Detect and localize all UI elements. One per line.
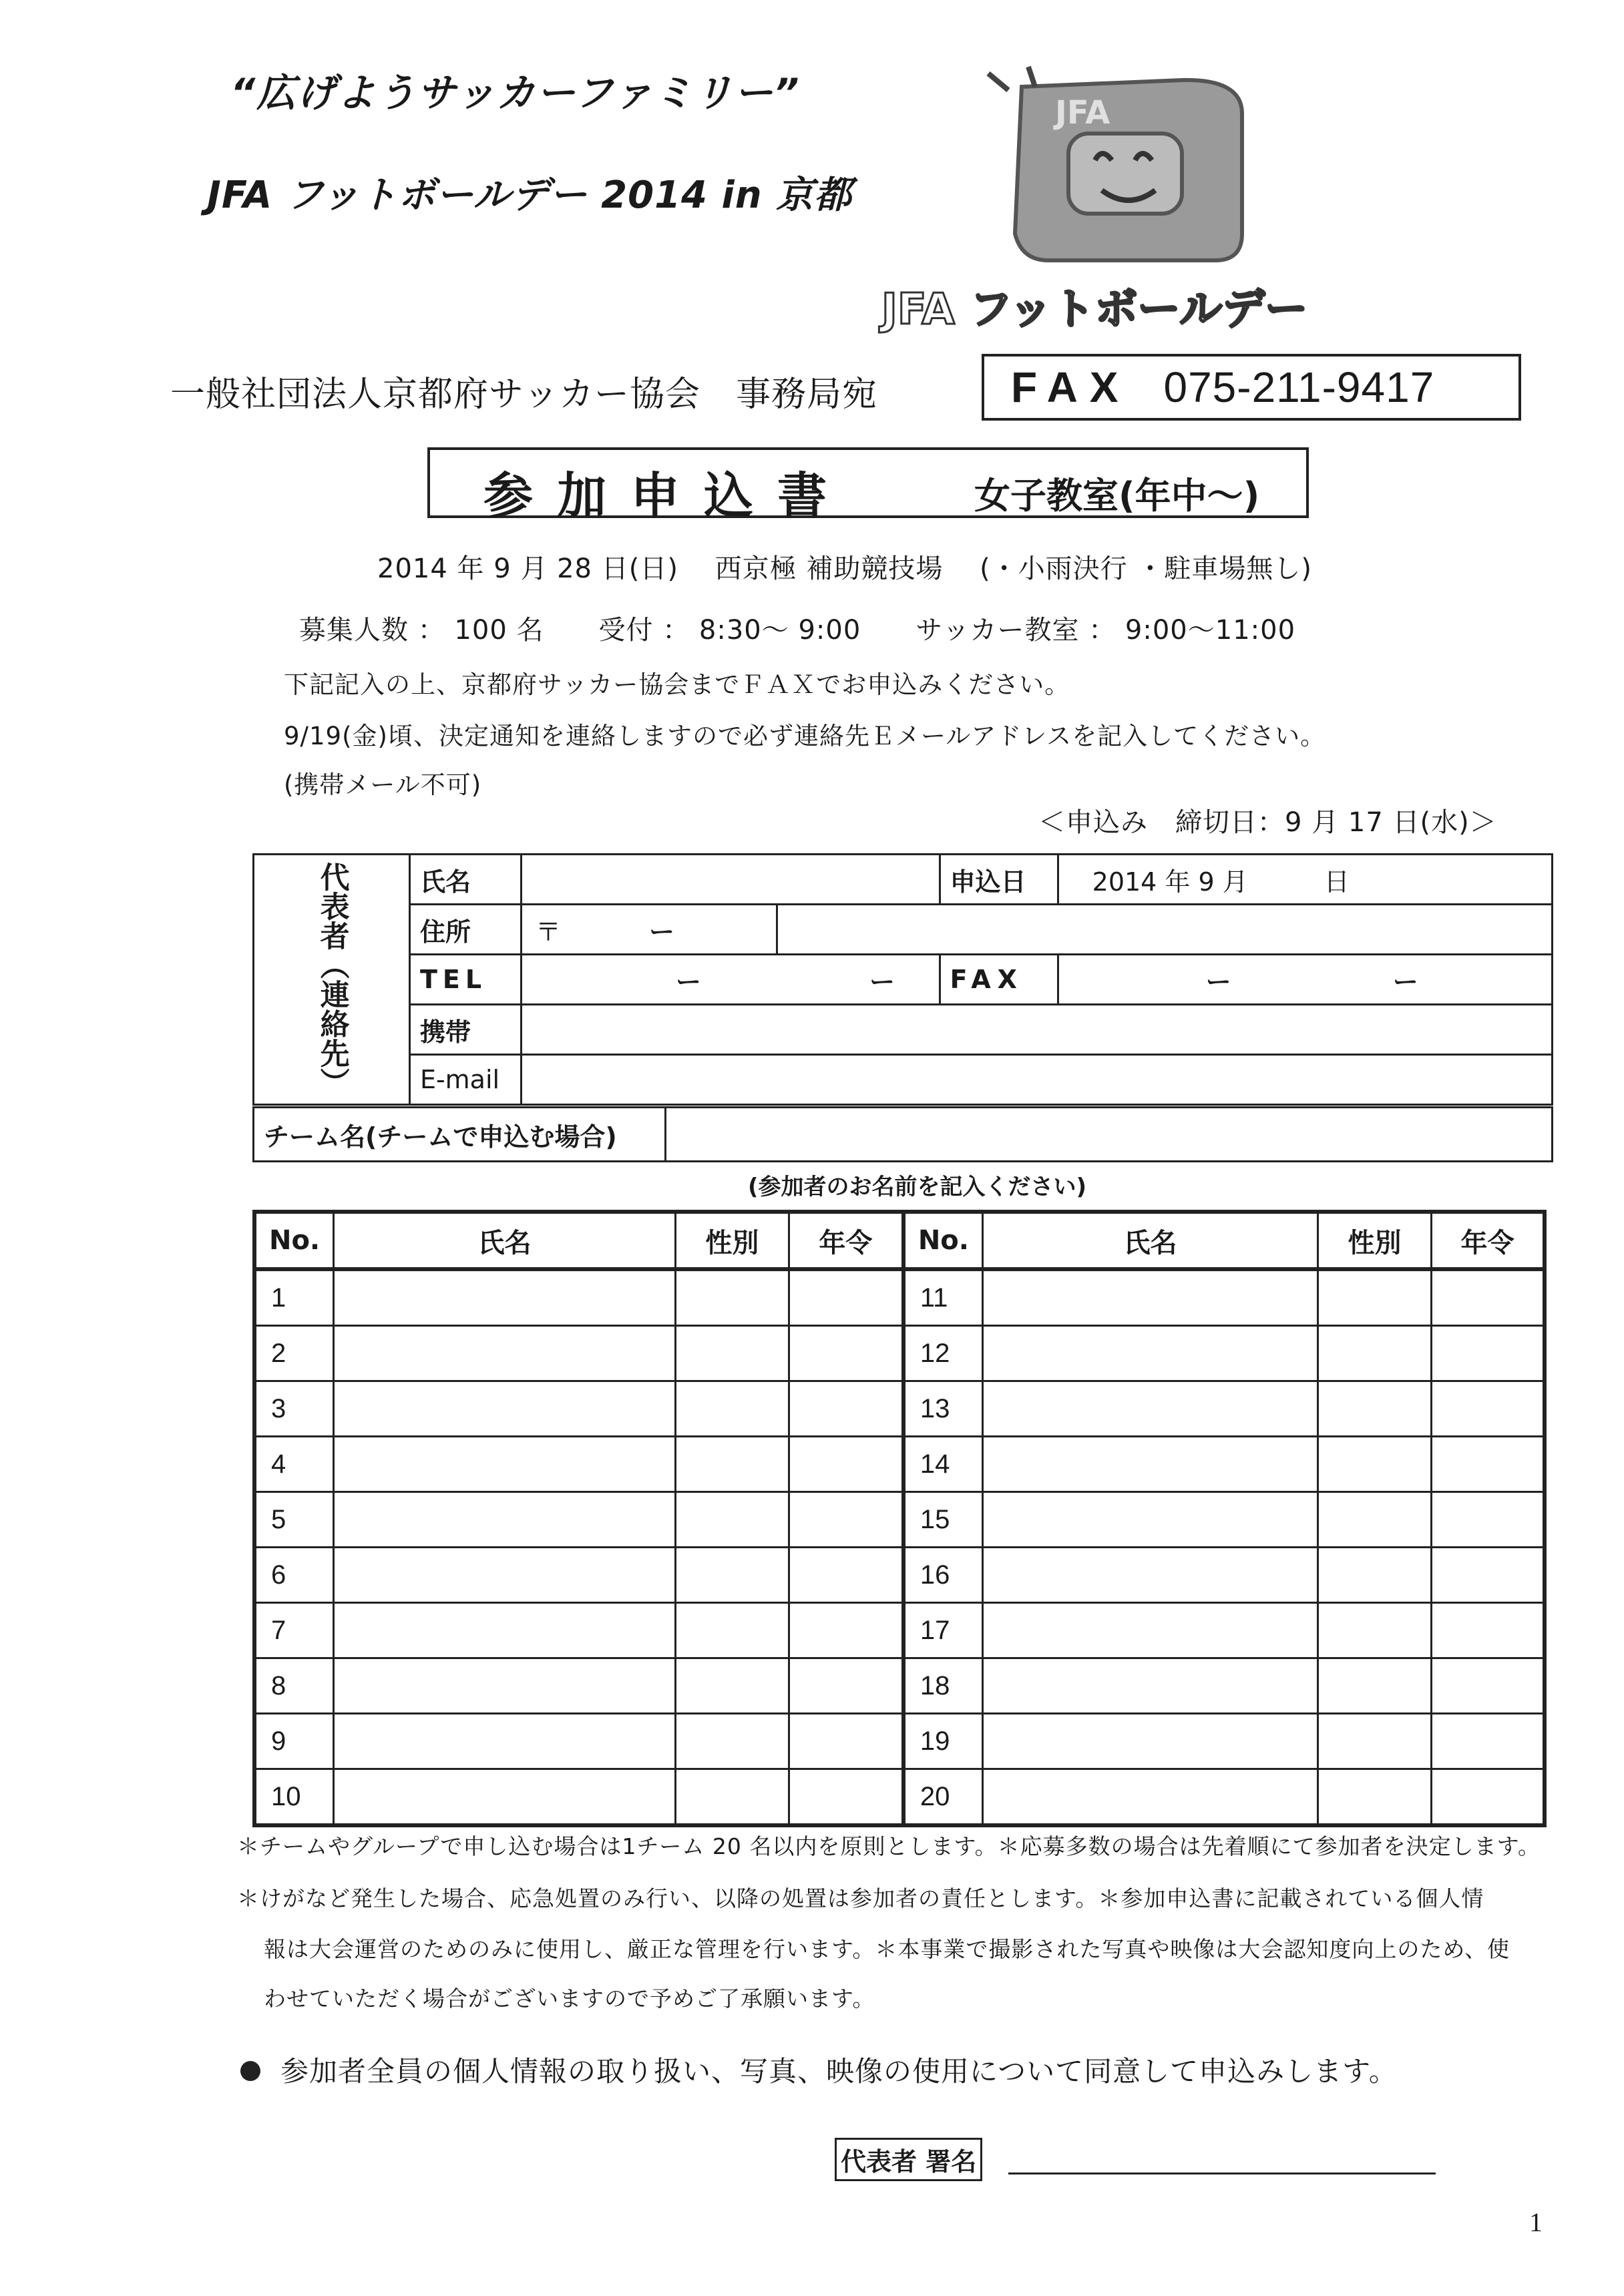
participant-number: 1 <box>254 1269 334 1326</box>
participant-number: 20 <box>903 1769 983 1826</box>
participant-name-field[interactable] <box>982 1658 1317 1714</box>
participant-number: 7 <box>254 1603 334 1658</box>
participant-number: 17 <box>903 1603 983 1658</box>
instruction-no-mobile: (携帯メール不可) <box>284 770 482 799</box>
participant-age-field[interactable] <box>1431 1492 1545 1548</box>
participant-name-field[interactable] <box>334 1437 676 1492</box>
recipient-org: 一般社団法人京都府サッカー協会 事務局宛 <box>170 375 877 415</box>
team-name-table <box>252 1106 1553 1162</box>
participant-age-field[interactable] <box>1431 1381 1545 1437</box>
representative-label: 代表者（連絡先） <box>254 855 410 1105</box>
mobile-label: 携帯 <box>409 1005 521 1055</box>
participant-name-field[interactable] <box>334 1603 676 1658</box>
participant-number: 6 <box>254 1548 334 1603</box>
col-no-right: No. <box>903 1212 983 1269</box>
participant-name-field[interactable] <box>982 1269 1317 1326</box>
participant-age-field[interactable] <box>1431 1326 1545 1381</box>
participant-age-field[interactable] <box>789 1603 903 1658</box>
participant-age-field[interactable] <box>1431 1769 1545 1826</box>
participant-age-field[interactable] <box>1431 1269 1545 1326</box>
participant-row <box>254 1769 1545 1826</box>
name-field[interactable] <box>521 855 940 905</box>
participant-row <box>254 1548 1545 1603</box>
participant-row <box>254 1437 1545 1492</box>
col-no-left: No. <box>254 1212 334 1269</box>
participant-gender-field[interactable] <box>1317 1269 1431 1326</box>
participant-age-field[interactable] <box>789 1658 903 1714</box>
event-title: JFA フットボールデー 2014 in 京都 <box>207 174 853 217</box>
col-gender-right: 性別 <box>1317 1212 1431 1269</box>
logo-text: JFA フットボールデー <box>881 285 1308 334</box>
participant-number: 14 <box>903 1437 983 1492</box>
participant-name-field[interactable] <box>982 1769 1317 1826</box>
participant-name-field[interactable] <box>334 1714 676 1769</box>
postal-code-field[interactable] <box>521 905 777 955</box>
address-label: 住所 <box>409 905 521 955</box>
participant-name-field[interactable] <box>334 1769 676 1826</box>
participant-row <box>254 1269 1545 1326</box>
participant-name-field[interactable] <box>334 1269 676 1326</box>
tel-dash-2: ー <box>869 967 895 997</box>
fax-field[interactable] <box>1058 955 1552 1005</box>
event-capacity-schedule: 募集人数 ： 100 名 受付 ： 8:30～ 9:00 サッカー教室 ： 9:00～11:00 <box>299 615 1296 646</box>
form-title: 参加申込書 <box>483 467 851 525</box>
participants-table <box>252 1210 1547 1827</box>
participant-age-field[interactable] <box>1431 1603 1545 1658</box>
instruction-email: 9/19(金)頃、決定通知を連絡しますので必ず連絡先Ｅメールアドレスを記入してください。 <box>284 722 1326 750</box>
participant-gender-field[interactable] <box>1317 1326 1431 1381</box>
tel-label: TEL <box>409 955 521 1005</box>
participants-caption: (参加者のお名前を記入ください) <box>748 1174 1087 1200</box>
participant-name-field[interactable] <box>334 1326 676 1381</box>
participant-gender-field[interactable] <box>675 1326 789 1381</box>
participant-name-field[interactable] <box>982 1437 1317 1492</box>
participant-age-field[interactable] <box>1431 1548 1545 1603</box>
participant-number: 3 <box>254 1381 334 1437</box>
participant-number: 12 <box>903 1326 983 1381</box>
participant-number: 10 <box>254 1769 334 1826</box>
participant-number: 8 <box>254 1658 334 1714</box>
participant-name-field[interactable] <box>982 1714 1317 1769</box>
participant-gender-field[interactable] <box>1317 1658 1431 1714</box>
participant-age-field[interactable] <box>1431 1437 1545 1492</box>
participant-gender-field[interactable] <box>675 1381 789 1437</box>
participant-name-field[interactable] <box>982 1548 1317 1603</box>
participant-name-field[interactable] <box>334 1492 676 1548</box>
name-label: 氏名 <box>409 855 521 905</box>
participant-gender-field[interactable] <box>1317 1603 1431 1658</box>
apply-date-field[interactable]: 2014 年 9 月 日 <box>1058 855 1552 905</box>
col-gender-left: 性別 <box>675 1212 789 1269</box>
participant-age-field[interactable] <box>789 1769 903 1826</box>
event-tagline: “広げようサッカーファミリー” <box>230 70 801 116</box>
agreement-text: 参加者全員の個人情報の取り扱い、写真、映像の使用について同意して申込みします。 <box>280 2055 1398 2088</box>
svg-text:JFA: JFA <box>1055 94 1110 132</box>
participant-age-field[interactable] <box>789 1492 903 1548</box>
participant-number: 18 <box>903 1658 983 1714</box>
fax-dash-2: ー <box>1392 967 1418 997</box>
signature-label: 代表者 署名 <box>835 2138 982 2181</box>
team-name-field[interactable] <box>666 1108 1553 1162</box>
address-field[interactable] <box>777 905 1552 955</box>
note-line-1: ＊チームやグループで申し込む場合は1チーム 20 名以内を原則とします。＊応募多数の場合は先着順にて参加者を決定します。 <box>237 1833 1541 1859</box>
tel-field[interactable] <box>521 955 940 1005</box>
fax-dash-1: ー <box>1205 967 1231 997</box>
participant-gender-field[interactable] <box>675 1769 789 1826</box>
participant-gender-field[interactable] <box>675 1714 789 1769</box>
form-subtitle: 女子教室(年中～) <box>974 475 1260 517</box>
participant-number: 13 <box>903 1381 983 1437</box>
participant-gender-field[interactable] <box>675 1658 789 1714</box>
fax-label: FAX <box>1011 363 1131 411</box>
participant-name-field[interactable] <box>982 1326 1317 1381</box>
mobile-field[interactable] <box>521 1005 1552 1055</box>
participant-name-field[interactable] <box>982 1603 1317 1658</box>
participant-gender-field[interactable] <box>675 1437 789 1492</box>
participant-name-field[interactable] <box>982 1381 1317 1437</box>
col-name-left: 氏名 <box>334 1212 676 1269</box>
participant-name-field[interactable] <box>334 1658 676 1714</box>
participant-gender-field[interactable] <box>675 1269 789 1326</box>
participant-gender-field[interactable] <box>675 1548 789 1603</box>
postal-mark: 〒 <box>535 917 561 947</box>
event-date-venue: 2014 年 9 月 28 日(日) 西京極 補助競技場 (・小雨決行 ・駐車場無し) <box>377 553 1312 584</box>
note-line-4: わせていただく場合がございますので予めご了承願います。 <box>264 1986 875 2012</box>
participant-name-field[interactable] <box>334 1548 676 1603</box>
participant-age-field[interactable] <box>789 1326 903 1381</box>
participant-number: 16 <box>903 1548 983 1603</box>
signature-field[interactable] <box>1008 2172 1436 2174</box>
participant-gender-field[interactable] <box>675 1603 789 1658</box>
participant-number: 11 <box>903 1269 983 1326</box>
participant-age-field[interactable] <box>789 1437 903 1492</box>
note-line-3: 報は大会運営のためのみに使用し、厳正な管理を行います。＊本事業で撮影された写真や映像は大会認知度向上のため、使 <box>264 1936 1510 1962</box>
bullet-icon <box>240 2061 260 2081</box>
participant-age-field[interactable] <box>789 1269 903 1326</box>
participant-gender-field[interactable] <box>1317 1548 1431 1603</box>
participant-row <box>254 1658 1545 1714</box>
note-line-2: ＊けがなど発生した場合、応急処置のみ行い、以降の処置は参加者の責任とします。＊参加申込書に記載されている個人情 <box>237 1885 1484 1911</box>
page-number: 1 <box>1529 2207 1543 2237</box>
col-age-left: 年令 <box>789 1212 903 1269</box>
participant-number: 9 <box>254 1714 334 1769</box>
participant-age-field[interactable] <box>789 1381 903 1437</box>
participant-number: 15 <box>903 1492 983 1548</box>
participant-row <box>254 1381 1545 1437</box>
participant-row <box>254 1492 1545 1548</box>
participant-age-field[interactable] <box>789 1714 903 1769</box>
postal-dash: ー <box>649 917 675 947</box>
participant-number: 19 <box>903 1714 983 1769</box>
col-name-right: 氏名 <box>982 1212 1317 1269</box>
contact-form-table <box>252 853 1553 1106</box>
email-label: E-mail <box>409 1055 521 1105</box>
participant-age-field[interactable] <box>1431 1714 1545 1769</box>
participant-gender-field[interactable] <box>1317 1492 1431 1548</box>
participant-number: 2 <box>254 1326 334 1381</box>
participant-row <box>254 1603 1545 1658</box>
participant-name-field[interactable] <box>982 1492 1317 1548</box>
participant-age-field[interactable] <box>789 1548 903 1603</box>
deadline: ＜申込み 締切日：9 月 17 日(水)＞ <box>1038 807 1497 838</box>
participant-gender-field[interactable] <box>1317 1714 1431 1769</box>
fax-field-label: FAX <box>940 955 1058 1005</box>
email-field[interactable] <box>521 1055 1552 1105</box>
participant-number: 4 <box>254 1437 334 1492</box>
participant-row <box>254 1714 1545 1769</box>
jfa-football-day-logo-icon <box>868 60 1469 340</box>
fax-number: 075-211-9417 <box>1163 363 1435 411</box>
participant-row <box>254 1326 1545 1381</box>
team-name-label: チーム名(チームで申込む場合) <box>254 1108 666 1162</box>
participant-number: 5 <box>254 1492 334 1548</box>
tel-dash-1: ー <box>675 967 701 997</box>
participant-age-field[interactable] <box>1431 1658 1545 1714</box>
participant-gender-field[interactable] <box>1317 1769 1431 1826</box>
participant-name-field[interactable] <box>334 1381 676 1437</box>
apply-date-label: 申込日 <box>940 855 1058 905</box>
participant-gender-field[interactable] <box>1317 1381 1431 1437</box>
col-age-right: 年令 <box>1431 1212 1545 1269</box>
fax-box <box>982 354 1521 421</box>
form-title-box <box>427 447 1309 525</box>
participant-gender-field[interactable] <box>1317 1437 1431 1492</box>
participant-gender-field[interactable] <box>675 1492 789 1548</box>
instruction-fax: 下記記入の上、京都府サッカー協会までＦＡＸでお申込みください。 <box>284 670 1070 699</box>
